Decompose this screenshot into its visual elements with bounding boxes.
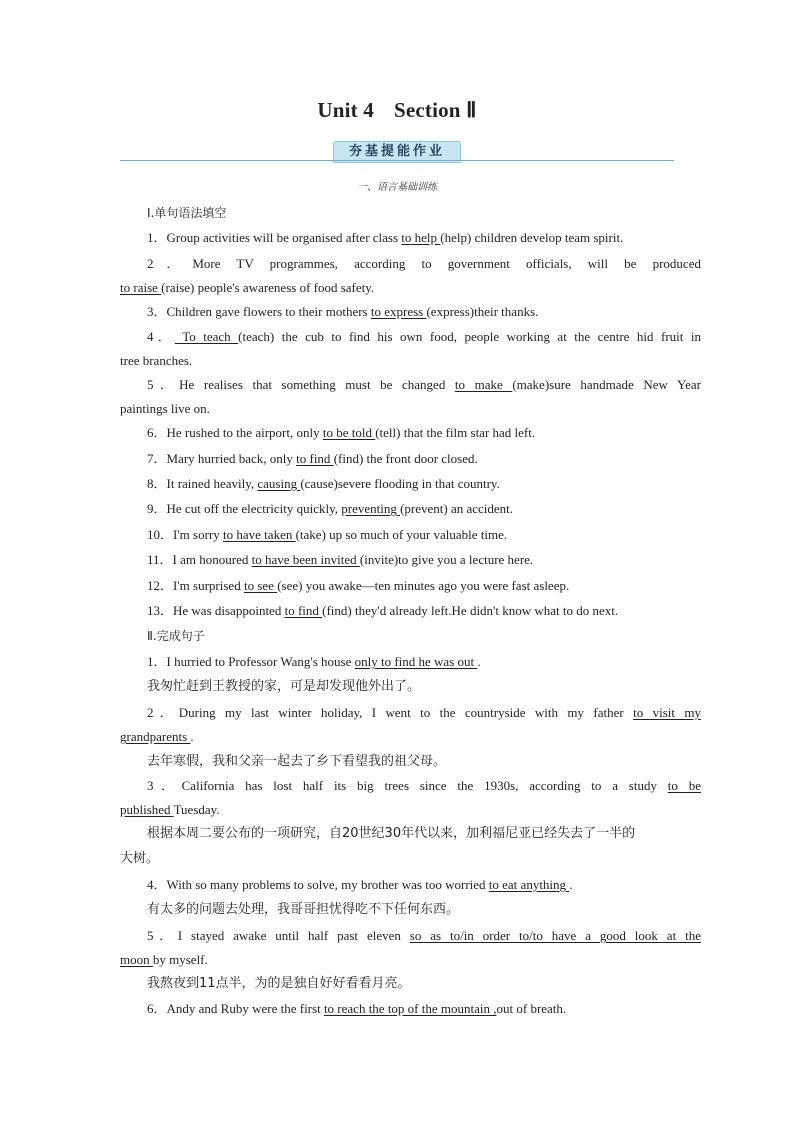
item-text: More TV programmes, according to government officials, will be produced: [192, 256, 701, 271]
item-text: He cut off the electricity quickly,: [166, 501, 342, 516]
item-text: During my last winter holiday, I went to the countryside with my father: [178, 705, 634, 720]
answer-blank: preventing: [341, 501, 401, 516]
item-number: 1．: [147, 230, 167, 245]
item-text: He rushed to the airport, only: [166, 425, 323, 440]
answer-blank: to eat anything: [488, 877, 570, 892]
item-number: 2．: [147, 705, 179, 720]
answer-blank: published: [120, 802, 174, 817]
translation-line: [120, 754, 701, 770]
item-text: Andy and Ruby were the first: [166, 1001, 324, 1016]
item-text: .: [190, 729, 194, 744]
item-number: 1．: [147, 654, 167, 669]
exercise-line: [120, 778, 701, 794]
item-text: I'm sorry: [173, 527, 224, 542]
item-text: (find) they'd already left.He didn't know what to do next.: [322, 603, 619, 618]
answer-blank: to have been invited: [251, 552, 360, 567]
item-number: 13．: [147, 603, 174, 618]
exercise-line: [120, 230, 701, 246]
item-text: I stayed awake until half past eleven: [177, 928, 410, 943]
item-number: 2．: [147, 256, 193, 271]
exercise-line: [120, 729, 674, 745]
item-number: 9．: [147, 501, 167, 516]
item-text: It rained heavily,: [166, 476, 258, 491]
chinese-translation: 去年寒假，我和父亲一起去了乡下看望我的祖父母。: [147, 754, 447, 769]
answer-blank: to be: [667, 778, 701, 793]
item-text: (invite)to give you a lecture here.: [359, 552, 534, 567]
item-text: (cause)severe flooding in that country.: [300, 476, 500, 491]
item-text: (teach) the cub to find his own food, people working at the centre hid fruit in: [238, 329, 701, 344]
chinese-translation: 我熬夜到11点半，为的是独自好好看看月亮。: [147, 976, 411, 991]
item-text: (make)sure handmade New Year: [512, 377, 701, 392]
item-text: (find) the front door closed.: [333, 451, 478, 466]
item-text: (help) children develop team spirit.: [440, 230, 624, 245]
item-text: Children gave flowers to their mothers: [166, 304, 371, 319]
answer-blank: to find: [284, 603, 323, 618]
item-text: Tuesday.: [173, 802, 220, 817]
item-text: California has lost half its big trees since the 1930s, according to a study: [181, 778, 668, 793]
item-text: tree branches.: [120, 353, 193, 368]
exercise-line: [120, 476, 701, 492]
answer-blank: grandparents: [120, 729, 191, 744]
item-number: 11．: [147, 552, 173, 567]
item-text: (see) you awake—ten minutes ago you were fast asleep.: [277, 578, 570, 593]
exercise-line: [120, 451, 701, 467]
exercise-line: [120, 1001, 701, 1017]
answer-blank: to raise: [120, 280, 162, 295]
item-number: 7．: [147, 451, 167, 466]
exercise-line: [120, 425, 701, 441]
item-text: .: [477, 654, 481, 669]
translation-line: [120, 902, 701, 918]
chinese-translation: 我匆忙赶到王教授的家，可是却发现他外出了。: [147, 679, 421, 694]
page-title: [0, 98, 794, 123]
answer-blank: to find: [296, 451, 334, 466]
exercise-line: [120, 802, 674, 818]
exercise-line: [120, 401, 674, 417]
item-text: Group activities will be organised after class: [166, 230, 402, 245]
item-number: 6．: [147, 1001, 167, 1016]
translation-line: [120, 679, 701, 695]
answer-blank: so as to/in order to/to have a good look at the: [409, 928, 701, 943]
item-number: 5．: [147, 928, 178, 943]
answer-blank: to express: [370, 304, 427, 319]
exercise-line: [120, 501, 701, 517]
answer-blank: to have taken: [223, 527, 296, 542]
exercise-line: [120, 304, 701, 320]
exercise-line: [120, 280, 674, 296]
item-text: by myself.: [152, 952, 208, 967]
subheading: 一、语言基础训练: [357, 182, 437, 193]
item-number: 6．: [147, 425, 167, 440]
item-text: (prevent) an accident.: [400, 501, 514, 516]
exercise-line: [120, 654, 701, 670]
section-heading-label: Ⅱ.完成句子: [147, 629, 205, 643]
item-text: He realises that something must be changed: [179, 377, 455, 392]
section-heading: [120, 628, 701, 644]
translation-line: [120, 851, 674, 867]
item-number: 4．: [147, 877, 167, 892]
answer-blank: to make: [454, 377, 513, 392]
item-text: I'm surprised: [173, 578, 244, 593]
title-unit: Unit 4: [317, 98, 374, 122]
item-number: 5．: [147, 377, 180, 392]
title-section: Section Ⅱ: [393, 98, 477, 122]
section-heading-label: Ⅰ.单句语法填空: [147, 206, 227, 220]
item-text: (tell) that the film star had left.: [375, 425, 536, 440]
header-divider: [120, 160, 674, 161]
item-text: paintings live on.: [120, 401, 210, 416]
answer-blank: to help: [401, 230, 441, 245]
item-text: .: [569, 877, 573, 892]
exercise-line: [120, 527, 701, 543]
exercise-line: [120, 603, 701, 619]
item-number: 3．: [147, 304, 167, 319]
exercise-line: [120, 329, 701, 345]
exercise-line: [120, 928, 701, 944]
exercise-line: [120, 877, 701, 893]
translation-line: [120, 976, 701, 992]
answer-blank: to visit my: [633, 705, 701, 720]
translation-line: [120, 826, 701, 842]
item-text: With so many problems to solve, my brother was too worried: [166, 877, 489, 892]
answer-blank: To teach: [174, 329, 239, 344]
answer-blank: only to find he was out: [354, 654, 478, 669]
item-number: 10．: [147, 527, 174, 542]
chinese-translation: 根据本周二要公布的一项研究，自20世纪30年代以来，加利福尼亚已经失去了一半的: [147, 826, 636, 841]
answer-blank: to reach the top of the mountain ,: [323, 1001, 497, 1016]
item-text: I hurried to Professor Wang's house: [166, 654, 355, 669]
item-text: out of breath.: [496, 1001, 567, 1016]
item-text: (express)their thanks.: [426, 304, 539, 319]
answer-blank: to be told: [322, 425, 376, 440]
item-number: 12．: [147, 578, 174, 593]
exercise-line: [120, 256, 701, 272]
exercise-line: [120, 353, 674, 369]
item-number: 3．: [147, 778, 182, 793]
item-number: 8．: [147, 476, 167, 491]
section-badge: 夯基提能作业: [333, 141, 461, 163]
item-text: Mary hurried back, only: [166, 451, 297, 466]
answer-blank: moon: [120, 952, 153, 967]
section-heading: [120, 205, 701, 221]
item-text: I am honoured: [172, 552, 252, 567]
item-text: (raise) people's awareness of food safety.: [161, 280, 375, 295]
chinese-translation: 有太多的问题去处理，我哥哥担忧得吃不下任何东西。: [147, 902, 460, 917]
answer-blank: causing: [257, 476, 301, 491]
chinese-translation: 大树。: [120, 851, 160, 866]
exercise-line: [120, 705, 701, 721]
item-text: (take) up so much of your valuable time.: [295, 527, 508, 542]
exercise-line: [120, 377, 701, 393]
exercise-line: [120, 552, 701, 568]
item-number: 4．: [147, 329, 175, 344]
exercise-line: [120, 578, 701, 594]
answer-blank: to see: [243, 578, 278, 593]
exercise-line: [120, 952, 674, 968]
item-text: He was disappointed: [173, 603, 285, 618]
